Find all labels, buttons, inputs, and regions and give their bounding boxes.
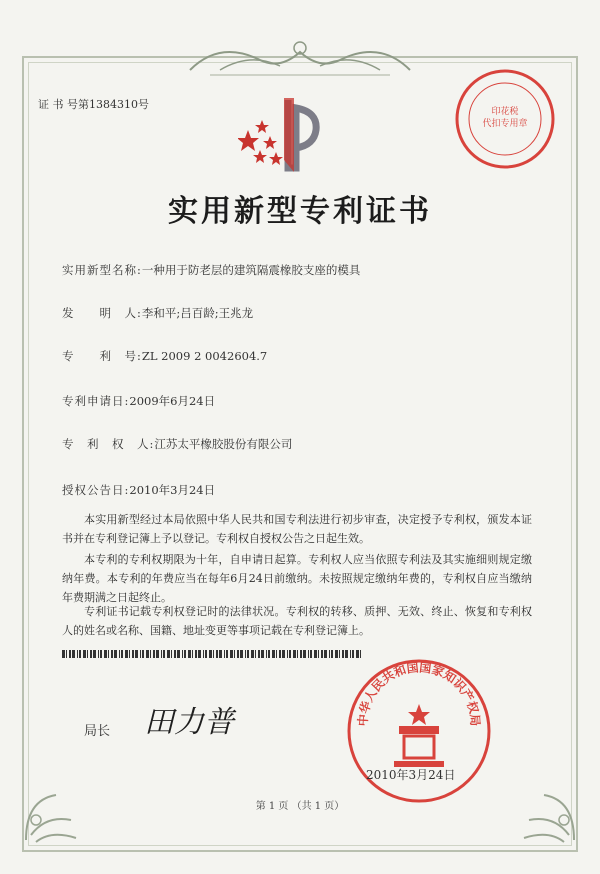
barcode-bar (339, 650, 340, 658)
barcode-bar (119, 650, 120, 658)
office-seal (344, 656, 494, 806)
barcode-bar (142, 650, 144, 658)
signature-text: 田力普 (144, 705, 234, 740)
barcode-bar (153, 650, 155, 658)
tax-stamp-text-1: 印花税 (491, 107, 519, 117)
barcode-bar (177, 650, 180, 658)
corner-ornament-bottom-left (16, 780, 86, 850)
barcode-bar (226, 650, 228, 658)
barcode-bar (87, 650, 88, 658)
top-ornament (180, 30, 420, 80)
barcode-bar (146, 650, 149, 658)
barcode-bar (308, 650, 309, 658)
barcode-bar (77, 650, 78, 658)
barcode-bar (98, 650, 99, 658)
barcode-bar (161, 650, 162, 658)
barcode-bar (93, 650, 96, 658)
field-grant-date (62, 482, 215, 498)
barcode-bar (255, 650, 256, 658)
field-value: 一种用于防老层的建筑隔震橡胶支座的模具 (141, 263, 361, 277)
barcode-bar (310, 650, 312, 658)
barcode-bar (230, 650, 233, 658)
barcode-bar (114, 650, 117, 658)
field-label: 专利申请日: (62, 394, 130, 408)
barcode-bar (303, 650, 306, 658)
barcode-bar (192, 650, 193, 658)
barcode-bar (111, 650, 113, 658)
director-signature (138, 696, 278, 746)
barcode-bar (62, 650, 65, 658)
barcode-bar (132, 650, 134, 658)
barcode-bar (245, 650, 246, 658)
barcode-bar (182, 650, 183, 658)
paragraph-grant: 本实用新型经过本局依照中华人民共和国专利法进行初步审查，决定授予专利权，颁发本证书并在专利登记簿上予以登记。专利权自授权公告之日起生效。 (62, 513, 532, 545)
barcode-bar (279, 650, 281, 658)
barcode-bar (129, 650, 130, 658)
barcode (62, 650, 362, 658)
barcode-bar (297, 650, 298, 658)
field-value: 2010年3月24日 (129, 483, 216, 497)
certificate-number: 证 书 号第1384310号 (38, 98, 149, 111)
barcode-bar (276, 650, 277, 658)
barcode-bar (314, 650, 317, 658)
barcode-bar (335, 650, 338, 658)
barcode-bar (104, 650, 107, 658)
barcode-bar (108, 650, 109, 658)
barcode-bar (83, 650, 86, 658)
barcode-bar (234, 650, 235, 658)
barcode-bar (198, 650, 201, 658)
barcode-bar (184, 650, 186, 658)
barcode-bar (266, 650, 267, 658)
barcode-bar (156, 650, 159, 658)
field-application-date (62, 393, 215, 409)
barcode-bar (205, 650, 207, 658)
field-label: 授权公告日: (62, 483, 130, 497)
corner-ornament-bottom-right (514, 780, 584, 850)
field-value: 李和平;吕百龄;王兆龙 (141, 306, 254, 320)
barcode-bar (240, 650, 243, 658)
barcode-bar (216, 650, 218, 658)
tax-stamp-text-2: 代扣专用章 (482, 119, 528, 129)
field-value: 2009年6月24日 (129, 394, 216, 408)
barcode-bar (224, 650, 225, 658)
field-value: 江苏太平橡胶股份有限公司 (154, 437, 293, 451)
barcode-bar (167, 650, 170, 658)
barcode-bar (331, 650, 333, 658)
field-value: ZL 2009 2 0042604.7 (141, 349, 268, 363)
barcode-bar (251, 650, 254, 658)
barcode-bar (72, 650, 75, 658)
certificate-title: 实用新型专利证书 (168, 194, 432, 229)
field-model-name (62, 262, 360, 278)
barcode-bar (90, 650, 92, 658)
barcode-bar (203, 650, 204, 658)
barcode-bar (272, 650, 275, 658)
barcode-bar (174, 650, 176, 658)
field-label: 发 明 人: (62, 306, 142, 320)
barcode-bar (258, 650, 260, 658)
field-patent-number (62, 348, 267, 364)
barcode-bar (188, 650, 191, 658)
barcode-bar (163, 650, 165, 658)
field-patentee (62, 436, 292, 452)
barcode-bar (135, 650, 138, 658)
paragraph-term: 本专利的专利权期限为十年，自申请日起算。专利权人应当依照专利法及其实施细则规定缴纳年费。本专利的年费应当在每年6月24日前缴纳。未按照规定缴纳年费的，专利权自应当缴纳年费期满之日起终止。 (62, 553, 532, 604)
barcode-bar (140, 650, 141, 658)
barcode-bar (150, 650, 151, 658)
barcode-bar (282, 650, 285, 658)
seal-date: 2010年3月24日 (366, 768, 456, 782)
barcode-bar (293, 650, 296, 658)
page-number: 第 1 页 （共 1 页） (255, 801, 345, 812)
barcode-bar (125, 650, 128, 658)
barcode-bar (69, 650, 71, 658)
barcode-bar (289, 650, 291, 658)
barcode-bar (195, 650, 197, 658)
barcode-bar (287, 650, 288, 658)
barcode-bar (213, 650, 214, 658)
barcode-bar (329, 650, 330, 658)
barcode-bar (261, 650, 264, 658)
field-inventors (62, 305, 253, 321)
director-label: 局长 (84, 724, 111, 739)
barcode-bar (324, 650, 327, 658)
tax-stamp-seal (452, 66, 558, 172)
barcode-bar (321, 650, 323, 658)
barcode-bar (219, 650, 222, 658)
barcode-bar (300, 650, 302, 658)
patent-office-logo (238, 90, 328, 180)
barcode-bar (318, 650, 319, 658)
seal-bottom-text: 中华人民共和国国家知识产权局 (355, 660, 483, 727)
barcode-bar (237, 650, 239, 658)
barcode-bar (209, 650, 212, 658)
field-label: 专 利 权 人: (62, 437, 155, 451)
barcode-bar (79, 650, 81, 658)
barcode-bar (171, 650, 172, 658)
field-label: 专 利 号: (62, 349, 142, 363)
barcode-bar (121, 650, 123, 658)
barcode-bar (66, 650, 67, 658)
barcode-bar (100, 650, 102, 658)
paragraph-legal-status: 专利证书记载专利权登记时的法律状况。专利权的转移、质押、无效、终止、恢复和专利权人的姓名或名称、国籍、地址变更等事项记载在专利登记簿上。 (62, 605, 532, 637)
barcode-bar (268, 650, 270, 658)
barcode-bar (247, 650, 249, 658)
field-label: 实用新型名称: (62, 263, 142, 277)
